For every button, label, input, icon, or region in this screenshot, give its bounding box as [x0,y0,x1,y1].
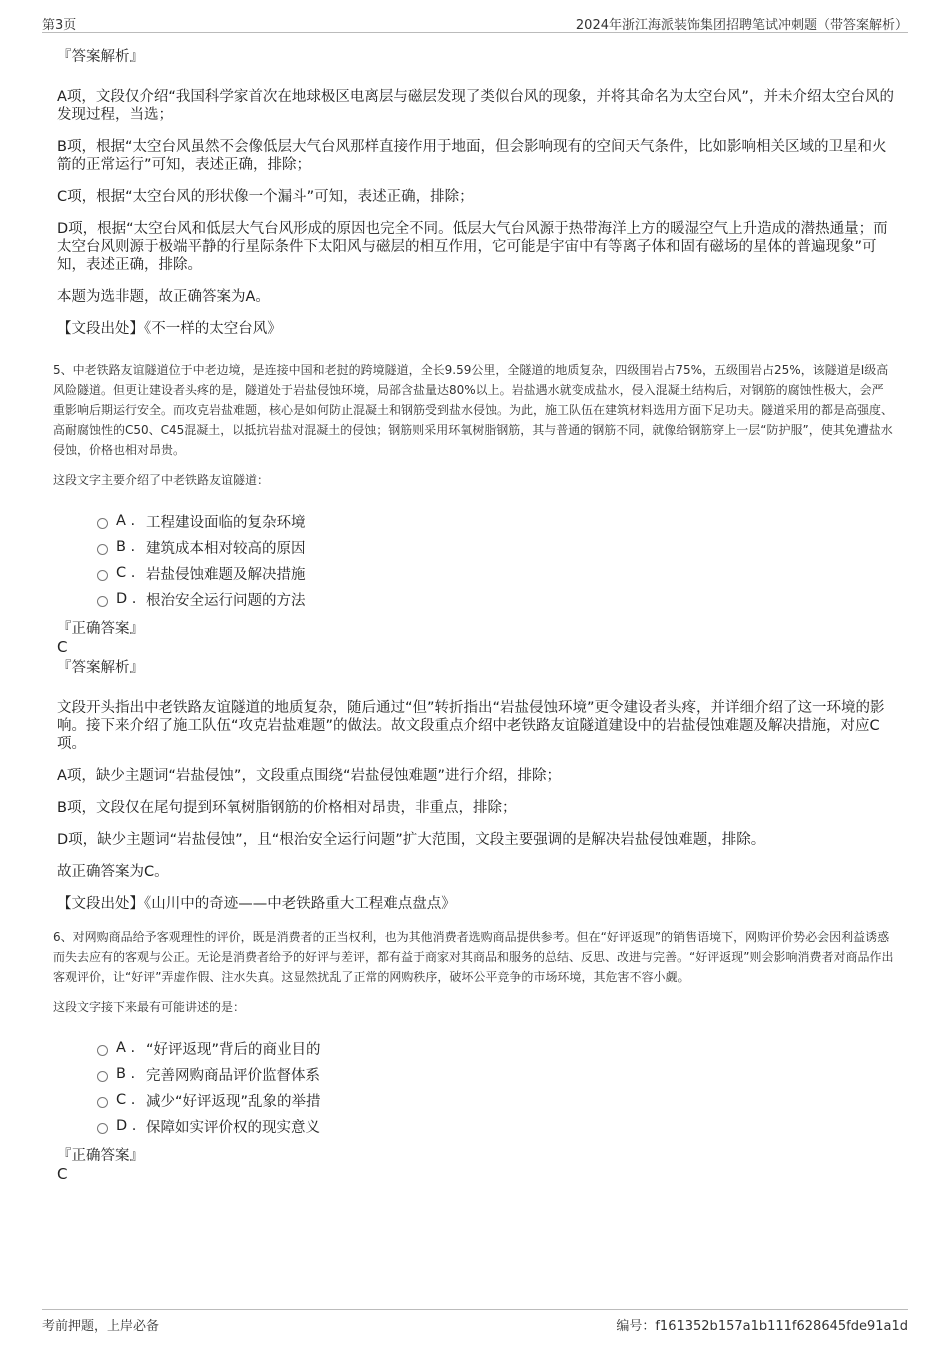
option-a[interactable] [97,1035,895,1061]
footer-slogan: 考前押题，上岸必备 [42,1319,160,1334]
option-text: 岩盐侵蚀难题及解决措施 [146,566,306,583]
option-text: 完善网购商品评价监督体系 [146,1067,320,1084]
option-c[interactable] [97,560,895,586]
option-letter: A . [116,513,136,529]
option-b[interactable] [97,534,895,560]
option-d[interactable] [97,1113,895,1139]
analysis-paragraph: D项，缺少主题词“岩盐侵蚀”，且“根治安全运行问题”扩大范围，文段主要强调的是解决岩盐侵蚀难题，排除。 [57,832,766,848]
correct-answer: C [57,638,68,656]
option-letter: B . [116,1066,136,1082]
option-b[interactable] [97,1061,895,1087]
passage-source: 【文段出处】《不一样的太空台风》 [57,321,282,337]
question-passage: 6、对网购商品给予客观理性的评价，既是消费者的正当权利，也为其他消费者选购商品提供参考。但在“好评返现”的销售语境下，网购评价势必会因利益诱惑而失去应有的客观与公正。无论是消费者给予的好评与差评，都有益于商家对其商品和服务的总结、反思、改进与完善。“好评返现”则会影响消费者对商品作出客观评价，让“好评”弄虚作假、注水失真。这显然扰乱了正常的网购秩序，破坏公平竞争的市场环境，其危害不容小觑。 [53,930,894,984]
analysis-paragraph: B项，文段仅在尾句提到环氧树脂钢筋的价格相对昂贵，非重点，排除； [57,800,517,816]
answer-analysis-label: 『答案解析』 [57,660,144,676]
option-text: 减少“好评返现”乱象的举措 [146,1093,321,1110]
analysis-paragraph: 文段开头指出中老铁路友谊隧道的地质复杂，随后通过“但”转折指出“岩盐侵蚀环境”更令建设者头疼，并详细介绍了这一环境的影响。接下来介绍了施工队伍“攻克岩盐难题”的做法。故文段重点介绍中老铁路友谊隧道建设中的岩盐侵蚀难题及解决措施，对应C项。 [57,700,885,752]
option-letter: C . [116,565,136,581]
correct-answer: C [57,1165,68,1183]
answer-options [97,508,895,612]
page-footer [42,1309,908,1334]
radio-icon[interactable] [97,570,108,581]
option-letter: D . [116,1118,137,1134]
option-letter: D . [116,591,137,607]
option-text: 工程建设面临的复杂环境 [146,514,306,531]
analysis-conclusion: 本题为选非题，故正确答案为A。 [57,289,270,305]
answer-analysis-label: 『答案解析』 [57,49,144,65]
page-header [42,12,908,33]
question-stem: 这段文字接下来最有可能讲述的是： [53,1000,246,1014]
document-title: 2024年浙江海派装饰集团招聘笔试冲刺题（带答案解析） [575,18,908,33]
option-text: 根治安全运行问题的方法 [146,592,306,609]
analysis-conclusion: 故正确答案为C。 [57,864,169,880]
correct-answer-label: 『正确答案』 [57,621,144,637]
document-id: 编号：f161352b157a1b111f628645fde91a1d [616,1319,908,1334]
correct-answer-label: 『正确答案』 [57,1148,144,1164]
analysis-paragraph: C项，根据“太空台风的形状像一个漏斗”可知，表述正确，排除； [57,189,474,205]
option-text: 保障如实评价权的现实意义 [146,1119,320,1136]
passage-source: 【文段出处】《山川中的奇迹——中老铁路重大工程难点盘点》 [57,896,456,912]
radio-icon[interactable] [97,1045,108,1056]
analysis-paragraph: A项，文段仅介绍“我国科学家首次在地球极区电离层与磁层发现了类似台风的现象，并将其命名为太空台风”，并未介绍太空台风的发现过程，当选； [57,89,894,123]
analysis-paragraph: A项，缺少主题词“岩盐侵蚀”，文段重点围绕“岩盐侵蚀难题”进行介绍，排除； [57,768,561,784]
document-body [53,48,895,1184]
option-letter: A . [116,1040,136,1056]
radio-icon[interactable] [97,596,108,607]
analysis-paragraph: B项，根据“太空台风虽然不会像低层大气台风那样直接作用于地面，但会影响现有的空间天气条件，比如影响相关区域的卫星和火箭的正常运行”可知，表述正确，排除； [57,139,887,173]
option-letter: B . [116,539,136,555]
option-d[interactable] [97,586,895,612]
question-passage: 5、中老铁路友谊隧道位于中老边境，是连接中国和老挝的跨境隧道，全长9.59公里，全隧道的地质复杂，四级围岩占75%，五级围岩占25%，该隧道是Ⅰ级高风险隧道。但更让建设者头疼的是，隧道处于岩盐侵蚀环境，局部含盐量达80%以上。岩盐遇水就变成盐水，侵入混凝土结构后，对钢筋的腐蚀性极大，会严重影响后期运行安全。而攻克岩盐难题，核心是如何防止混凝土和钢筋受到盐水侵蚀。为此，施工队伍在建筑材料选用方面下足功夫。隧道采用的都是高强度、高耐腐蚀性的C50、C45混凝土，以抵抗岩盐对混凝土的侵蚀；钢筋则采用环氧树脂钢筋，其与普通的钢筋不同，就像给钢筋穿上一层“防护服”，使其免遭盐水侵蚀，价格也相对昂贵。 [53,363,894,457]
option-text: “好评返现”背后的商业目的 [146,1041,321,1058]
radio-icon[interactable] [97,544,108,555]
radio-icon[interactable] [97,1071,108,1082]
radio-icon[interactable] [97,518,108,529]
answer-options [97,1035,895,1139]
option-letter: C . [116,1092,136,1108]
radio-icon[interactable] [97,1123,108,1134]
radio-icon[interactable] [97,1097,108,1108]
question-stem: 这段文字主要介绍了中老铁路友谊隧道： [53,473,270,487]
option-a[interactable] [97,508,895,534]
option-text: 建筑成本相对较高的原因 [146,540,306,557]
option-c[interactable] [97,1087,895,1113]
page-number: 第3页 [42,18,77,33]
analysis-paragraph: D项，根据“太空台风和低层大气台风形成的原因也完全不同。低层大气台风源于热带海洋上方的暖湿空气上升造成的潜热通量；而太空台风则源于极端平静的行星际条件下太阳风与磁层的相互作用，它可能是宇宙中有等离子体和固有磁场的星体的普遍现象”可知，表述正确，排除。 [57,221,888,273]
